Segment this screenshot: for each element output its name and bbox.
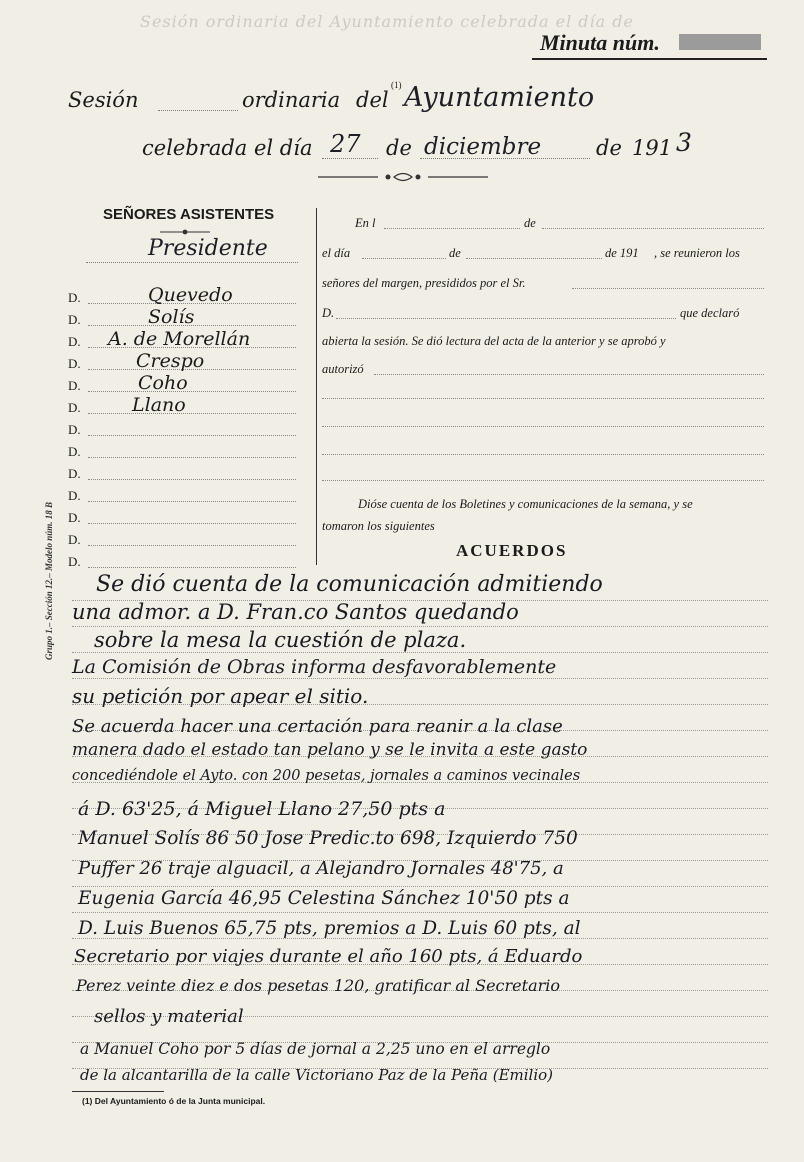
acuerdo-line: Perez veinte diez e dos pesetas 120, gratificar al Secretario <box>76 976 560 995</box>
asistente-row: D. <box>68 528 296 548</box>
minuta-number-box <box>532 28 767 60</box>
opening-line6-blank <box>374 374 764 375</box>
asistente-name: Coho <box>138 372 188 394</box>
month-handwritten: diciembre <box>424 134 542 160</box>
opening-line2-blank <box>362 258 446 259</box>
acuerdo-line: sobre la mesa la cuestión de plaza. <box>94 628 467 652</box>
acuerdo-line: Se acuerda hacer una certación para reanir a la clase <box>72 716 563 737</box>
acuerdo-line: D. Luis Buenos 65,75 pts, premios a D. Luis 60 pts, al <box>78 918 581 939</box>
asistente-row: D. <box>68 484 296 504</box>
asistente-row: D. Quevedo <box>68 286 296 306</box>
footnote: (1) Del Ayuntamiento ó de la Junta municipal. <box>82 1096 266 1106</box>
acuerdo-line: de la alcantarilla de la calle Victoriano Paz de la Peña (Emilio) <box>80 1066 554 1084</box>
opening-de-191: de 191 <box>605 246 639 260</box>
acuerdos-title: ACUERDOS <box>456 541 568 560</box>
acuerdo-line: a Manuel Coho por 5 días de jornal a 2,25 uno en el arreglo <box>80 1040 551 1058</box>
sesion-dotted-line <box>158 110 238 111</box>
acuerdo-line: Eugenia García 46,95 Celestina Sánchez 10'50 pts a <box>78 888 570 909</box>
asistentes-title: SEÑORES ASISTENTES <box>103 206 275 223</box>
opening-blank-line <box>322 426 764 427</box>
opening-blank-line <box>322 454 764 455</box>
ornament-divider <box>318 170 488 184</box>
asistente-row: D. Llano <box>68 396 296 416</box>
opening-el-dia: el día <box>322 246 351 260</box>
de-label-2: de <box>596 136 622 160</box>
asistente-row: D. Crespo <box>68 352 296 372</box>
sesion-type: ordinaria <box>242 88 341 112</box>
asistente-name: Quevedo <box>148 284 233 306</box>
opening-autorizo: autorizó <box>322 362 364 376</box>
opening-de-2: de <box>449 246 461 260</box>
organ-handwritten: Ayuntamiento <box>404 82 595 113</box>
footnote-mark: (1) <box>391 80 402 90</box>
year-handwritten: 3 <box>676 128 692 157</box>
boletines-line-2: tomaron los siguientes <box>322 519 435 533</box>
form-model-note: Grupo 1.– Sección 12.– Modelo núm. 18 B <box>44 501 54 660</box>
asistente-row: D. Coho <box>68 374 296 394</box>
footnote-rule <box>72 1091 164 1092</box>
opening-en: En l <box>355 216 376 230</box>
president-handwritten: Presidente <box>148 236 268 261</box>
asistente-row: D. <box>68 506 296 526</box>
ruled-line <box>72 912 768 913</box>
asistente-row: D. <box>68 462 296 482</box>
asistente-row: D. Solís <box>68 308 296 328</box>
opening-line2-blank-2 <box>466 258 602 259</box>
acuerdo-line: Puffer 26 traje alguacil, a Alejandro Jornales 48'75, a <box>78 858 564 879</box>
opening-se-reunieron: , se reunieron los <box>654 246 740 260</box>
opening-que-declaro: que declaró <box>680 306 740 320</box>
year-printed: 191 <box>632 136 673 160</box>
acuerdo-line: manera dado el estado tan pelano y se le invita a este gasto <box>72 740 588 760</box>
acuerdo-line: Se dió cuenta de la comunicación admitiendo <box>96 572 603 597</box>
opening-line1-blank <box>384 228 520 229</box>
opening-line3-blank <box>572 288 764 289</box>
opening-blank-line <box>322 480 764 481</box>
minuta-label: Minuta núm. <box>540 30 660 55</box>
asistentes-ornament <box>160 228 210 236</box>
asistente-name: Llano <box>132 394 186 416</box>
acuerdo-line: La Comisión de Obras informa desfavorablemente <box>72 656 557 678</box>
minuta-number-redaction <box>679 34 761 50</box>
day-dotted-line <box>322 158 378 159</box>
asistente-name: A. de Morellán <box>108 328 251 350</box>
president-dotted-line <box>86 262 298 263</box>
de-label-1: de <box>386 136 412 160</box>
opening-abierta: abierta la sesión. Se dió lectura del acta de la anterior y se aprobó y <box>322 334 666 348</box>
asistente-row: D. <box>68 440 296 460</box>
ruled-line <box>72 626 768 627</box>
ruled-line <box>72 652 768 653</box>
bleed-through-text: Sesión ordinaria del Ayuntamiento celebrada el día de <box>140 12 634 31</box>
opening-d: D. <box>322 306 335 320</box>
opening-blank-line <box>322 398 764 399</box>
acuerdo-line: concediéndole el Ayto. con 200 pesetas, jornales a caminos vecinales <box>72 768 581 784</box>
asistente-row: D. A. de Morellán <box>68 330 296 350</box>
opening-de: de <box>524 216 536 230</box>
acuerdo-line: sellos y material <box>94 1006 244 1027</box>
column-divider <box>316 208 317 565</box>
asistente-row: D. <box>68 418 296 438</box>
asistente-name: Crespo <box>136 350 205 372</box>
opening-line1-blank-2 <box>542 228 764 229</box>
acuerdo-line: una admor. a D. Fran.co Santos quedando <box>72 600 519 624</box>
del-label: del <box>356 88 389 112</box>
celebrada-label: celebrada el día <box>142 136 313 160</box>
asistente-name: Solís <box>148 306 195 328</box>
ruled-line <box>72 678 768 679</box>
day-handwritten: 27 <box>330 130 361 158</box>
opening-senores: señores del margen, presididos por el Sr. <box>322 276 526 290</box>
acuerdo-line: Manuel Solís 86 50 Jose Predic.to 698, Izquierdo 750 <box>78 828 578 849</box>
boletines-line-1: Dióse cuenta de los Boletines y comunicaciones de la semana, y se <box>358 497 693 511</box>
acuerdo-line: á D. 63'25, á Miguel Llano 27,50 pts a <box>78 798 446 820</box>
sesion-label: Sesión <box>68 88 139 112</box>
acuerdo-line: su petición por apear el sitio. <box>72 684 369 708</box>
opening-line4-blank <box>336 318 676 319</box>
ruled-line <box>72 886 768 887</box>
asistente-row: D. <box>68 550 296 570</box>
acuerdo-line: Secretario por viajes durante el año 160 pts, á Eduardo <box>74 946 583 967</box>
